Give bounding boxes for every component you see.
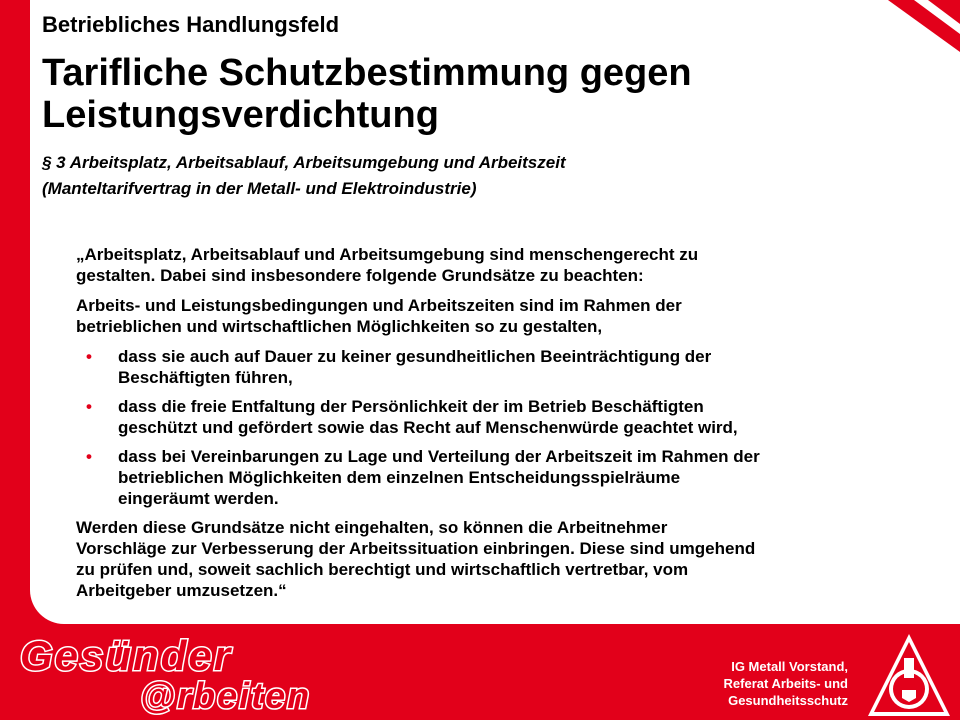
intro-line-2: gestalten. Dabei sind insbesondere folgende Grundsätze zu beachten:	[76, 266, 644, 285]
closing-line-1: Werden diese Grundsätze nicht eingehalten, so können die Arbeitnehmer	[76, 518, 668, 537]
intro-line-1: „Arbeitsplatz, Arbeitsablauf und Arbeitsumgebung sind menschengerecht zu	[76, 245, 699, 264]
closing-line-3: zu prüfen und, soweit sachlich berechtigt und wirtschaftlich vertretbar, vom	[76, 560, 689, 579]
conditions-line-2: betrieblichen und wirtschaftlichen Möglichkeiten so zu gestalten,	[76, 317, 603, 336]
bullet-icon: •	[86, 347, 92, 366]
closing-line-2: Vorschläge zur Verbesserung der Arbeitssituation einbringen. Diese sind umgehend	[76, 539, 756, 558]
slide-subtitle: Betriebliches Handlungsfeld	[42, 12, 340, 37]
title-line-2: Leistungsverdichtung	[42, 94, 439, 136]
brand-line-2: @rbeiten	[140, 675, 312, 716]
bullet-3-line-3: eingeräumt werden.	[118, 489, 279, 508]
closing-line-4: Arbeitgeber umzusetzen.“	[76, 581, 287, 600]
footer-bar	[0, 624, 960, 720]
bullet-2-line-1: dass die freie Entfaltung der Persönlichkeit der im Betrieb Beschäftigten	[118, 397, 704, 416]
slide-title	[42, 52, 912, 136]
list-item	[76, 346, 936, 388]
conditions-paragraph	[76, 295, 936, 337]
principles-list	[76, 346, 936, 509]
gesuender-arbeiten-logo	[18, 632, 318, 716]
conditions-line-1: Arbeits- und Leistungsbedingungen und Arbeitszeiten sind im Rahmen der	[76, 296, 682, 315]
bullet-3-line-1: dass bei Vereinbarungen zu Lage und Verteilung der Arbeitszeit im Rahmen der	[118, 447, 760, 466]
intro-paragraph	[76, 244, 936, 286]
ig-metall-logo-icon	[866, 632, 952, 718]
bullet-icon: •	[86, 447, 92, 466]
bullet-icon: •	[86, 397, 92, 416]
credit-line-2: Referat Arbeits- und	[723, 676, 848, 691]
bullet-3-line-2: betrieblichen Möglichkeiten dem einzelnen Entscheidungsspielräume	[118, 468, 681, 487]
list-item	[76, 396, 936, 438]
section-reference: § 3 Arbeitsplatz, Arbeitsablauf, Arbeitsumgebung und Arbeitszeit	[42, 153, 566, 172]
brand-line-1: Gesünder	[20, 632, 233, 679]
closing-paragraph	[76, 517, 936, 601]
bullet-1-line-1: dass sie auch auf Dauer zu keiner gesundheitlichen Beeinträchtigung der	[118, 347, 712, 366]
bullet-2-line-2: geschützt und gefördert sowie das Recht auf Menschenwürde geachtet wird,	[118, 418, 738, 437]
slide-header	[42, 12, 912, 202]
list-item	[76, 446, 936, 509]
credit-line-1: IG Metall Vorstand,	[731, 659, 848, 674]
contract-quote	[76, 244, 936, 610]
footer-credit	[640, 658, 848, 709]
bullet-1-line-2: Beschäftigten führen,	[118, 368, 293, 387]
source-reference: (Manteltarifvertrag in der Metall- und Elektroindustrie)	[42, 179, 477, 198]
title-line-1: Tarifliche Schutzbestimmung gegen	[42, 52, 692, 94]
credit-line-3: Gesundheitsschutz	[728, 693, 848, 708]
